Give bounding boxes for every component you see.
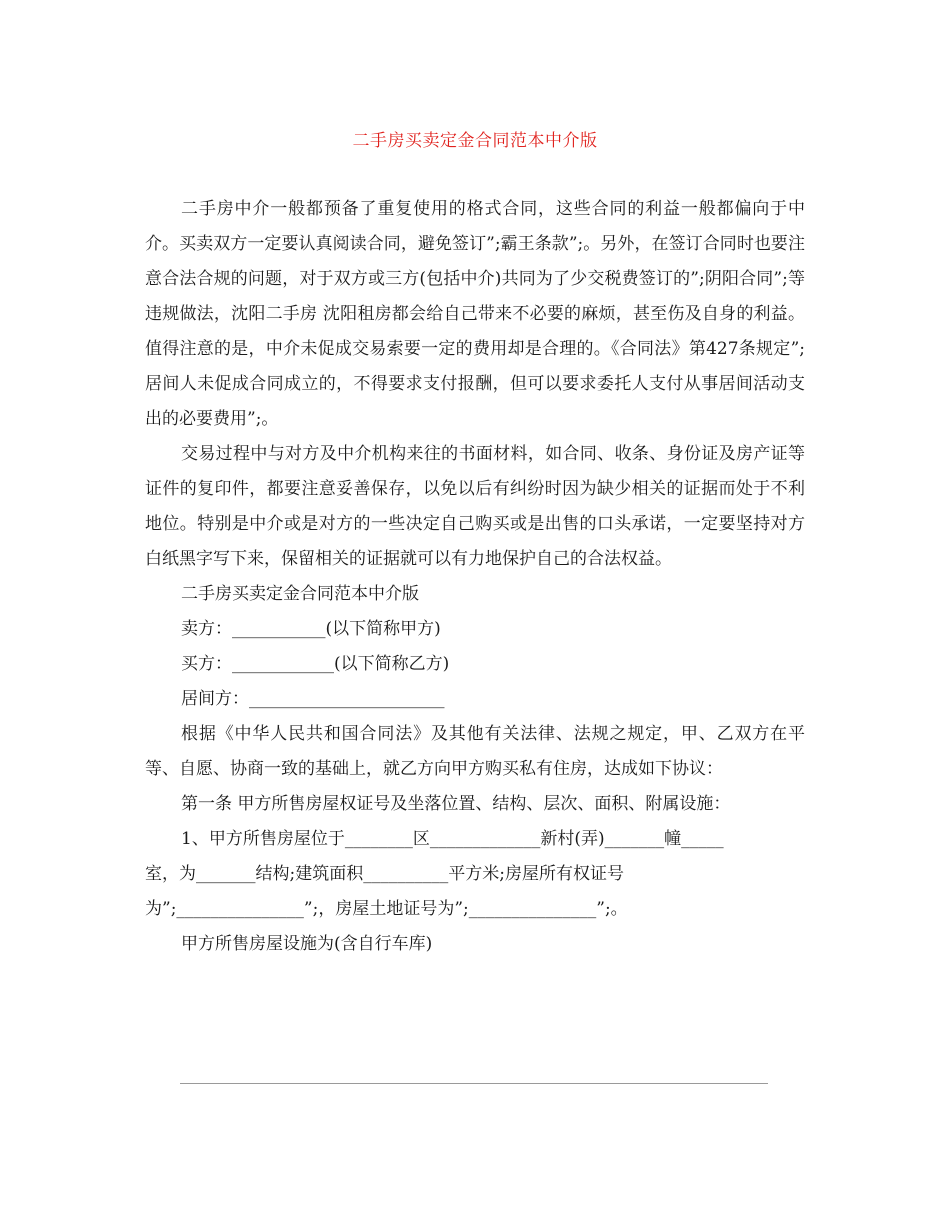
contract-heading: 二手房买卖定金合同范本中介版 — [181, 584, 419, 604]
document-title: 二手房买卖定金合同范本中介版 — [352, 131, 598, 151]
buyer-line: 买方：____________(以下简称乙方) — [181, 654, 450, 674]
item-1-line-3: 为”;_______________”;，房屋土地证号为”;_______________”;。 — [145, 899, 628, 919]
intro-paragraph-1: 二手房中介一般都预备了重复使用的格式合同，这些合同的利益一般都偏向于中介。买卖双方一定要认真阅读合同，避免签订”;霸王条款”;。另外，在签订合同时也要注意合法合规的问题，对于双方或三方(包括中介)共同为了少交税费签订的”;阴阳合同”;等违规做法，沈阳二手房 沈阳租房都会给自己带来不必要的麻烦，甚至伤及自身的利益。值得注意的是，中介未促成交易索要一定的费用却是合理的。《合同法》第427条规定”;居间人未促成合同成立的，不得要求支付报酬，但可以要求委托人支付从事居间活动支出的必要费用”;。 — [145, 199, 805, 429]
intro-paragraph-2: 交易过程中与对方及中介机构来往的书面材料，如合同、收条、身份证及房产证等证件的复印件，都要注意妥善保存，以免以后有纠纷时因为缺少相关的证据而处于不利地位。特别是中介或是对方的一些决定自己购买或是出售的口头承诺，一定要坚持对方白纸黑字写下来，保留相关的证据就可以有力地保护自己的合法权益。 — [145, 444, 805, 569]
item-1-line-1: 1、甲方所售房屋位于________区_____________新村(弄)_______幢_____ — [181, 829, 724, 849]
agent-line: 居间方：_______________________ — [181, 689, 445, 709]
seller-line: 卖方：___________(以下简称甲方) — [181, 619, 441, 639]
article-1-heading: 第一条 甲方所售房屋权证号及坐落位置、结构、层次、面积、附属设施： — [181, 794, 731, 814]
item-1-line-2: 室，为_______结构;建筑面积__________平方米;房屋所有权证号 — [145, 864, 624, 884]
facilities-line: 甲方所售房屋设施为(含自行车库) — [181, 934, 433, 954]
contract-preamble: 根据《中华人民共和国合同法》及其他有关法律、法规之规定，甲、乙双方在平等、自愿、协商一致的基础上，就乙方向甲方购买私有住房，达成如下协议： — [145, 724, 805, 779]
facilities-blank-line — [180, 1083, 768, 1084]
document-body — [145, 192, 805, 962]
